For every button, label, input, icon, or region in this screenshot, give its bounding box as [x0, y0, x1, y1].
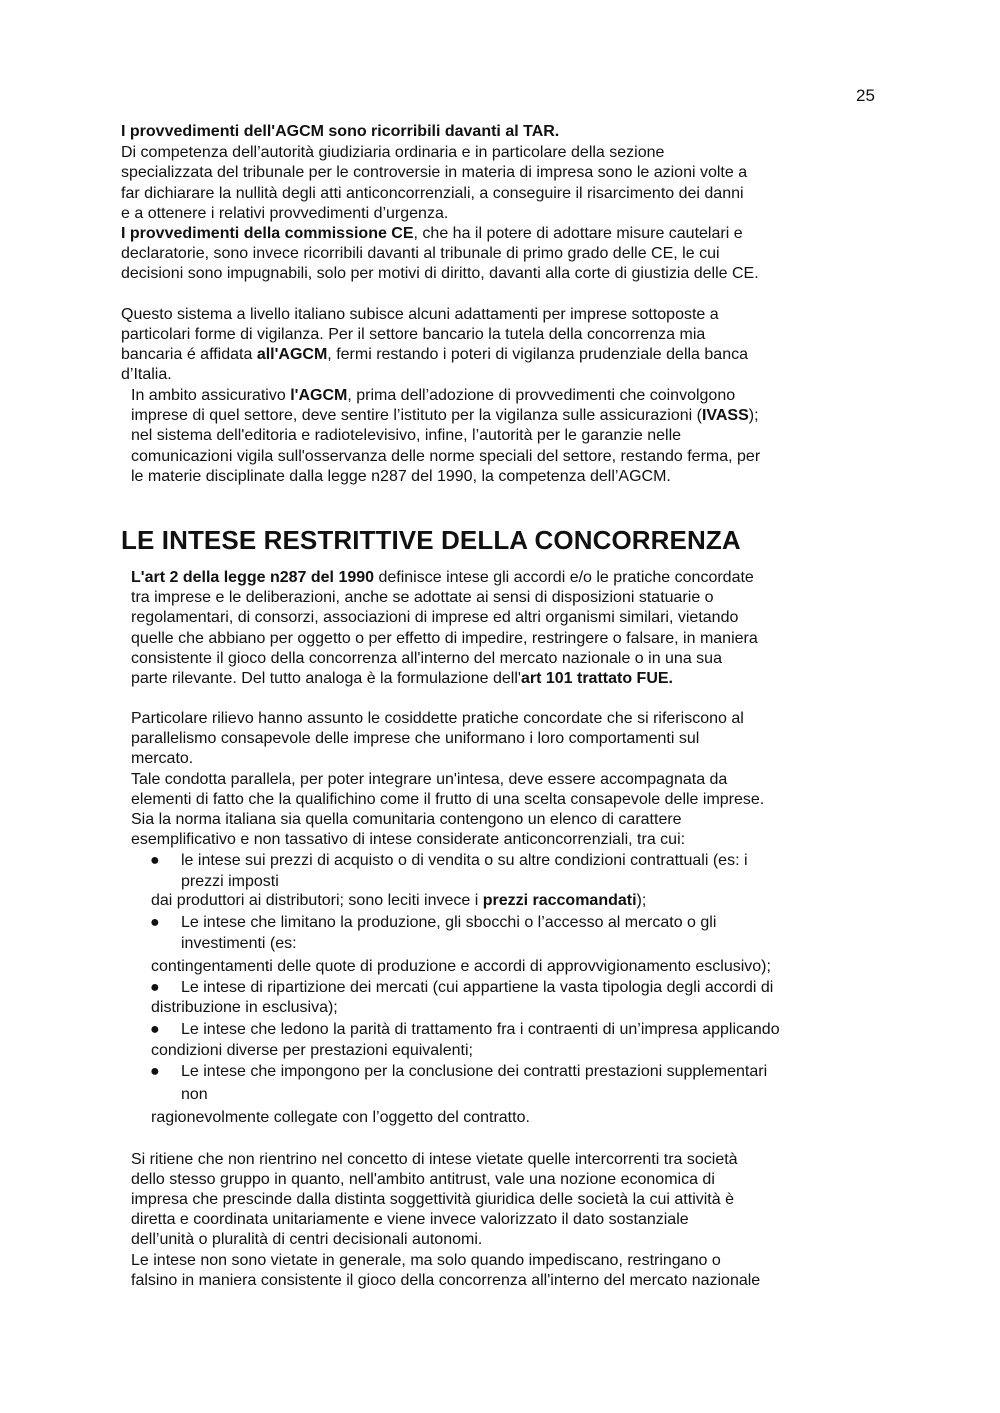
text-line: Le intese che limitano la produzione, gli sbocchi o l’accesso al mercato o gli	[181, 914, 717, 931]
text-line: nel sistema dell'editoria e radiotelevisivo, infine, l’autorità per le garanzie nelle	[131, 427, 682, 444]
text-line: I provvedimenti dell'AGCM sono ricorribili davanti al TAR.	[121, 123, 560, 140]
text-line: Tale condotta parallela, per poter integrare un'intesa, deve essere accompagnata da	[131, 771, 728, 788]
text-line: diretta e coordinata unitariamente e viene invece valorizzato il dato sostanziale	[131, 1211, 689, 1228]
bold-text: prezzi raccomandati	[482, 892, 637, 909]
text-line: ragionevolmente collegate con l’oggetto del contratto.	[151, 1109, 530, 1126]
text-line: d’Italia.	[121, 366, 172, 383]
page-number: 25	[856, 86, 875, 105]
text-line	[131, 669, 673, 689]
text-span: imprese di quel settore, deve sentire l’istituto per la vigilanza sulle assicurazioni (	[131, 407, 702, 424]
text-line: far dichiarare la nullità degli atti anticoncorrenziali, a conseguire il risarcimento dei danni	[121, 185, 744, 202]
text-line: Le intese non sono vietate in generale, ma solo quando impediscano, restringano o	[131, 1252, 721, 1269]
text-line: distribuzione in esclusiva);	[151, 999, 338, 1016]
text-line: comunicazioni vigila sull'osservanza delle norme speciali del settore, restando ferma, per	[131, 448, 761, 465]
text-line: Le intese che ledono la parità di trattamento fra i contraenti di un’impresa applicando	[181, 1021, 780, 1038]
bold-text: L'art 2 della legge n287 del 1990	[131, 569, 375, 586]
text-span: bancaria é affidata	[121, 346, 257, 363]
text-line: impresa che prescinde dalla distinta soggettività giuridica delle società la cui attività è	[131, 1191, 734, 1208]
bold-text: I provvedimenti della commissione CE	[121, 225, 414, 242]
text-line: quelle che abbiano per oggetto o per effetto di impedire, restringere o falsare, in maniera	[131, 630, 758, 647]
text-line	[121, 345, 748, 365]
text-line: consistente il gioco della concorrenza all'interno del mercato nazionale o in una sua	[131, 650, 722, 667]
text-line: parallelismo consapevole delle imprese che uniformano i loro comportamenti sul	[131, 730, 700, 747]
bullet-icon: ●	[150, 914, 160, 931]
text-line: Questo sistema a livello italiano subisce alcuni adattamenti per imprese sottoposte a	[121, 306, 719, 323]
bold-text: l'AGCM	[290, 387, 348, 404]
text-line	[131, 386, 735, 406]
text-line	[121, 224, 743, 244]
bold-text: all'AGCM	[256, 346, 328, 363]
text-line: elementi di fatto che la qualifichino come il frutto di una scelta consapevole delle imprese.	[131, 791, 765, 808]
text-line: Le intese di ripartizione dei mercati (cui appartiene la vasta tipologia degli accordi di	[181, 979, 774, 996]
text-line: e a ottenere i relativi provvedimenti d’urgenza.	[121, 205, 449, 222]
bullet-icon: ●	[150, 979, 160, 996]
text-span: , fermi restando i poteri di vigilanza prudenziale della banca	[327, 346, 748, 363]
bullet-icon: ●	[150, 1021, 160, 1038]
text-line: le intese sui prezzi di acquisto o di vendita o su altre condizioni contrattuali (es: i	[181, 852, 748, 869]
text-line: dell’unità o pluralità di centri decisionali autonomi.	[131, 1231, 483, 1248]
text-line	[131, 568, 754, 588]
text-line: condizioni diverse per prestazioni equivalenti;	[151, 1042, 473, 1059]
text-line	[131, 406, 759, 426]
text-span: In ambito assicurativo	[131, 387, 291, 404]
text-line: particolari forme di vigilanza. Per il settore bancario la tutela della concorrenza mia	[121, 326, 706, 343]
text-line: contingentamenti delle quote di produzione e accordi di approvvigionamento esclusivo);	[151, 958, 771, 975]
text-span: , prima dell’adozione di provvedimenti che coinvolgono	[347, 387, 736, 404]
bold-text: art 101 trattato FUE.	[520, 670, 673, 687]
text-line: falsino in maniera consistente il gioco della concorrenza all'interno del mercato nazionale	[131, 1272, 761, 1289]
text-line: regolamentari, di consorzi, associazioni di imprese ed altri organismi similari, vietando	[131, 609, 739, 626]
text-span: dai produttori ai distributori; sono leciti invece i	[151, 892, 483, 909]
section-heading: LE INTESE RESTRITTIVE DELLA CONCORRENZA	[121, 525, 741, 555]
text-line: specializzata del tribunale per le controversie in materia di impresa sono le azioni volte a	[121, 164, 748, 181]
bullet-icon: ●	[150, 1063, 160, 1080]
text-line: declaratorie, sono invece ricorribili davanti al tribunale di primo grado delle CE, le cui	[121, 245, 720, 262]
text-line: esemplificativo e non tassativo di intese considerate anticoncorrenziali, tra cui:	[131, 831, 686, 848]
text-span: parte rilevante. Del tutto analoga è la formulazione dell'	[131, 670, 521, 687]
text-span: definisce intese gli accordi e/o le pratiche concordate	[374, 569, 754, 586]
text-line: investimenti (es:	[181, 935, 297, 952]
text-span: , che ha il potere di adottare misure cautelari e	[413, 225, 743, 242]
text-line: prezzi imposti	[181, 873, 279, 890]
text-line: Si ritiene che non rientrino nel concetto di intese vietate quelle intercorrenti tra società	[131, 1151, 738, 1168]
text-line: dello stesso gruppo in quanto, nell'ambito antitrust, vale una nozione economica di	[131, 1171, 715, 1188]
text-line: le materie disciplinate dalla legge n287 del 1990, la competenza dell’AGCM.	[131, 468, 671, 485]
text-line: tra imprese e le deliberazioni, anche se adottate ai sensi di disposizioni statuarie o	[131, 589, 714, 606]
text-line: decisioni sono impugnabili, solo per motivi di diritto, davanti alla corte di giustizia delle CE.	[121, 265, 759, 282]
text-span: );	[748, 407, 759, 424]
text-line: Di competenza dell’autorità giudiziaria ordinaria e in particolare della sezione	[121, 144, 665, 161]
text-line: Sia la norma italiana sia quella comunitaria contengono un elenco di carattere	[131, 811, 682, 828]
text-line: non	[181, 1086, 208, 1103]
text-span: );	[636, 892, 647, 909]
bullet-icon: ●	[150, 852, 160, 869]
text-line: Particolare rilievo hanno assunto le cosiddette pratiche concordate che si riferiscono al	[131, 710, 744, 727]
text-line: Le intese che impongono per la conclusione dei contratti prestazioni supplementari	[181, 1063, 768, 1080]
bold-text: IVASS	[701, 407, 749, 424]
text-line	[151, 891, 646, 911]
text-line: mercato.	[131, 750, 194, 767]
